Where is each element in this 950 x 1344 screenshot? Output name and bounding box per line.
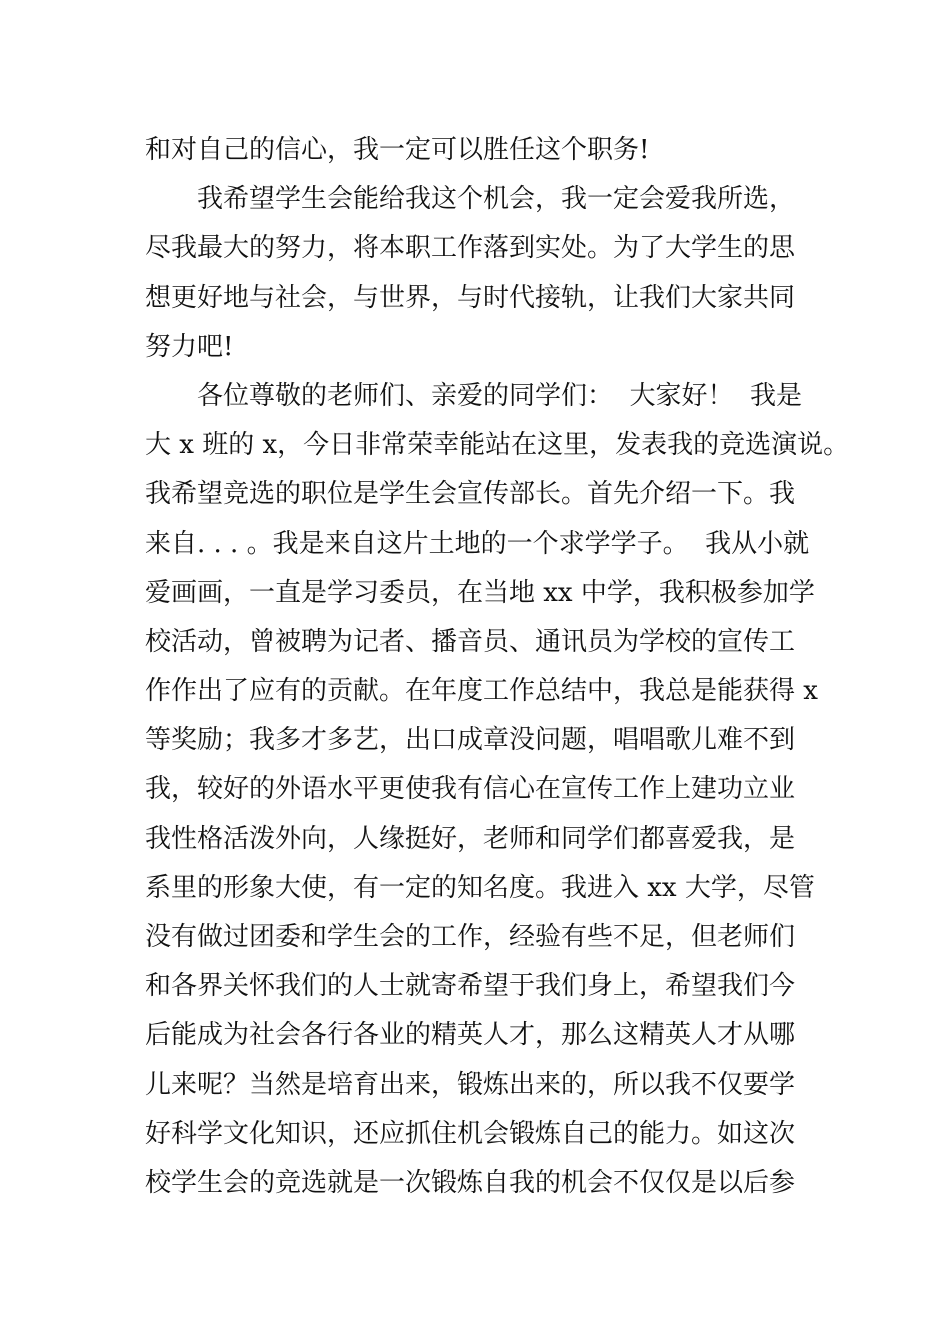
text-line: 等奖励；我多才多艺，出口成章没问题，唱唱歌儿难不到 [145, 725, 796, 756]
text-line: 好科学文化知识，还应抓住机会锻炼自己的能力。如这次 [145, 1118, 796, 1149]
text-line: 想更好地与社会，与世界，与时代接轨，让我们大家共同 [145, 282, 796, 313]
text-line: 爱画画，一直是学习委员，在当地 xx 中学，我积极参加学 [145, 577, 815, 608]
text-line: 没有做过团委和学生会的工作，经验有些不足，但老师们 [145, 922, 796, 952]
text-line: 我性格活泼外向，人缘挺好，老师和同学们都喜爱我，是 [145, 823, 796, 854]
document-body [145, 126, 850, 1208]
text-line: 校学生会的竞选就是一次锻炼自我的机会不仅仅是以后参 [145, 1167, 796, 1198]
text-line: 努力吧! [145, 331, 234, 362]
text-line: 作作出了应有的贡献。在年度工作总结中，我总是能获得 x [145, 676, 818, 707]
text-line: 大 x 班的 x，今日非常荣幸能站在这里，发表我的竞选演说。 [145, 430, 850, 461]
text-line: 校活动，曾被聘为记者、播音员、通讯员为学校的宣传工 [145, 626, 796, 657]
text-line: 后能成为社会各行各业的精英人才，那么这精英人才从哪 [145, 1020, 796, 1051]
paragraph-start-line: 各位尊敬的老师们、亲爱的同学们： 大家好！ 我是 [197, 380, 803, 411]
text-line: 尽我最大的努力，将本职工作落到实处。为了大学生的思 [145, 233, 796, 264]
text-line: 和各界关怀我们的人士就寄希望于我们身上，希望我们今 [145, 971, 796, 1002]
text-line: 儿来呢？当然是培育出来，锻炼出来的，所以我不仅要学 [145, 1069, 796, 1100]
text-line: 我，较好的外语水平更使我有信心在宣传工作上建功立业 [145, 774, 796, 805]
text-line: 和对自己的信心，我一定可以胜任这个职务! [145, 135, 650, 165]
text-line: 系里的形象大使，有一定的知名度。我进入 xx 大学，尽管 [145, 872, 815, 903]
text-line: 来自. . . 。我是来自这片土地的一个求学学子。 我从小就 [145, 528, 810, 559]
text-line: 我希望竞选的职位是学生会宣传部长。首先介绍一下。我 [145, 479, 796, 510]
paragraph-start-line: 我希望学生会能给我这个机会，我一定会爱我所选， [197, 184, 796, 215]
